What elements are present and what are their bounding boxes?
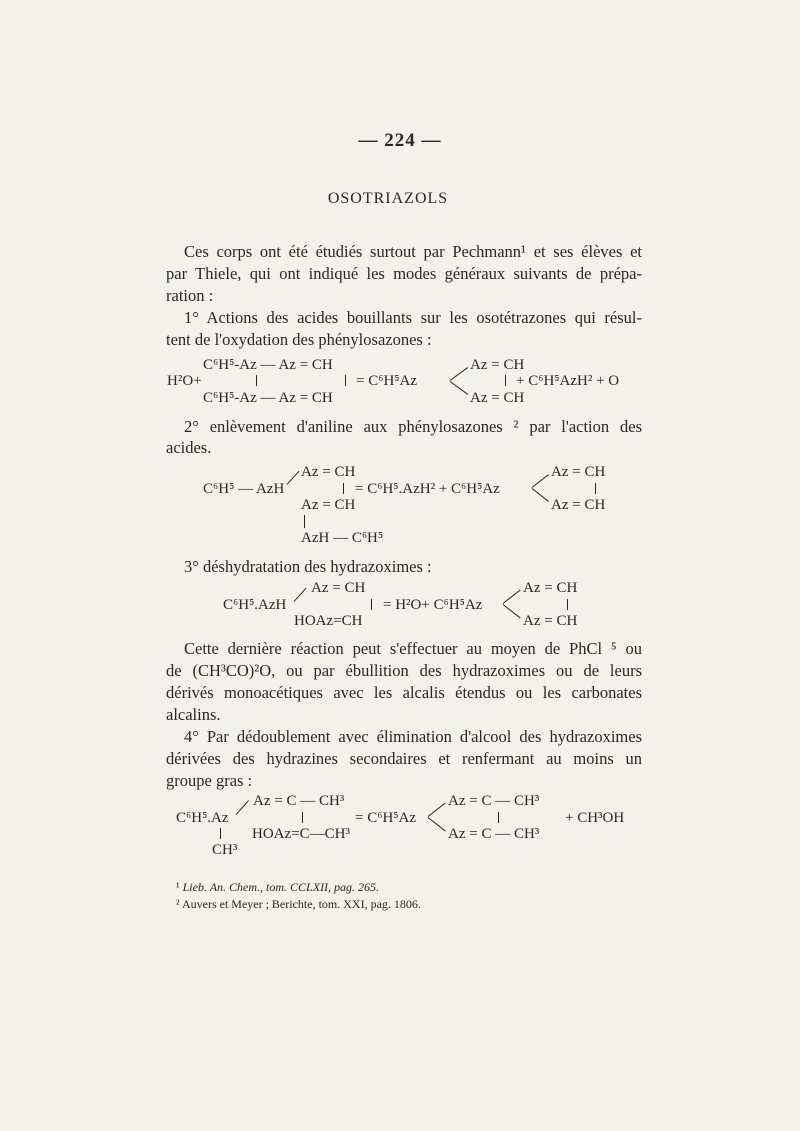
eq1-ring-bottom: Az = CH [470, 390, 525, 406]
eq3-top: Az = CH [311, 580, 366, 596]
method2-line-2: acides. [166, 438, 212, 457]
eq2-ring-bottom: Az = CH [301, 497, 356, 513]
eq2-bond-diag [287, 471, 300, 485]
eq3-bond-diag [294, 588, 307, 602]
eq1-bond-right [345, 375, 346, 386]
intro-line-1: Ces corps ont été étudiés surtout par Pechmann¹ et ses élèves et [184, 242, 642, 261]
note-line-1: Cette dernière réaction peut s'effectuer au moyen de PhCl ⁵ ou [184, 639, 642, 658]
eq2-equals: = C⁶H⁵.AzH² + C⁶H⁵Az [355, 481, 500, 497]
eq1-ring-bond-down [450, 381, 468, 395]
eq1-bond-left [256, 375, 257, 386]
eq1-ring-top: Az = CH [470, 357, 525, 373]
eq1-equals: = C⁶H⁵Az [356, 373, 417, 389]
eq4-methyl-bond [220, 828, 221, 839]
eq4-prod-bond [498, 812, 499, 823]
intro-line-3: ration : [166, 286, 214, 305]
footnote-1 [176, 880, 379, 895]
eq4-bond-diag [236, 800, 250, 815]
eq3-prod-top: Az = CH [523, 580, 578, 596]
eq2-ring-top: Az = CH [301, 464, 356, 480]
eq2-prod-bond [595, 483, 596, 494]
method2-line-1: 2° enlèvement d'aniline aux phénylosazones ² par l'action des [184, 417, 642, 436]
footnote-2-text: Auvers et Meyer ; Berichte, tom. XXI, pag. 1806. [181, 897, 421, 911]
note-line-2: de (CH³CO)²O, ou par ébullition des hydrazoximes ou de leurs [166, 661, 642, 680]
eq2-ring-bond [343, 483, 344, 494]
eq3-prod-bond [567, 599, 568, 610]
eq4-bond [302, 812, 303, 823]
page-number: — 224 — [358, 130, 442, 151]
eq2-substituent-bond [304, 515, 305, 528]
eq3-prod-bottom: Az = CH [523, 613, 578, 629]
eq3-prod-bond-up [503, 590, 521, 604]
eq2-prod-top: Az = CH [551, 464, 606, 480]
method4-line-2: dérivées des hydrazines secondaires et renfermant au moins un [166, 749, 642, 768]
method1-line-2: tent de l'oxydation des phénylosazones : [166, 330, 432, 349]
method4-line-1: 4° Par dédoublement avec élimination d'alcool des hydrazoximes [184, 727, 642, 746]
eq4-products: + CH³OH [565, 810, 625, 826]
footnote-1-mark: ¹ [176, 880, 180, 894]
eq4-equals: = C⁶H⁵Az [355, 810, 416, 826]
footnote-2-mark: ² [176, 897, 180, 911]
eq4-prod-bond-down [428, 817, 446, 831]
eq3-bond [371, 599, 372, 610]
eq4-prod-top: Az = C — CH³ [448, 793, 540, 809]
eq2-prod-bond-up [532, 474, 549, 488]
eq2-prod-bottom: Az = CH [551, 497, 606, 513]
eq2-substituent: AzH — C⁶H⁵ [301, 530, 384, 546]
note-line-3: dérivés monoacétiques avec les alcalis étendus ou les carbonates [166, 683, 642, 702]
eq4-prod-bond-up [428, 803, 446, 817]
eq1-left-prefix: H²O+ [167, 373, 202, 389]
eq4-prod-bottom: Az = C — CH³ [448, 826, 540, 842]
eq2-left-prefix: C⁶H⁵ — AzH [203, 481, 285, 497]
eq3-bottom: HOAz=CH [294, 613, 363, 629]
eq4-left-prefix: C⁶H⁵.Az [176, 810, 229, 826]
method3-line: 3° déshydratation des hydrazoximes : [184, 557, 432, 576]
eq1-products: + C⁶H⁵AzH² + O [516, 373, 620, 389]
eq3-prod-bond-down [503, 604, 521, 618]
eq1-left-top: C⁶H⁵-Az — Az = CH [203, 357, 333, 373]
intro-line-2: par Thiele, qui ont indiqué les modes généraux suivants de prépa- [166, 264, 642, 283]
note-line-4: alcalins. [166, 705, 221, 724]
eq4-top: Az = C — CH³ [253, 793, 345, 809]
eq4-bottom: HOAz=C—CH³ [252, 826, 350, 842]
method1-line-1: 1° Actions des acides bouillants sur les osotétrazones qui résul- [184, 308, 642, 327]
eq3-equals: = H²O+ C⁶H⁵Az [383, 597, 483, 613]
section-title: OSOTRIAZOLS [327, 190, 449, 207]
method4-line-3: groupe gras : [166, 771, 253, 790]
eq1-ring-bond [505, 375, 506, 386]
eq2-prod-bond-down [532, 488, 549, 502]
eq3-left-prefix: C⁶H⁵.AzH [223, 597, 287, 613]
footnote-2 [176, 897, 421, 912]
eq4-methyl: CH³ [212, 842, 238, 858]
footnote-1-text: Lieb. An. Chem., tom. CCLXII, pag. 265. [182, 880, 380, 894]
eq1-left-bottom: C⁶H⁵-Az — Az = CH [203, 390, 333, 406]
eq1-ring-bond-up [450, 367, 468, 381]
